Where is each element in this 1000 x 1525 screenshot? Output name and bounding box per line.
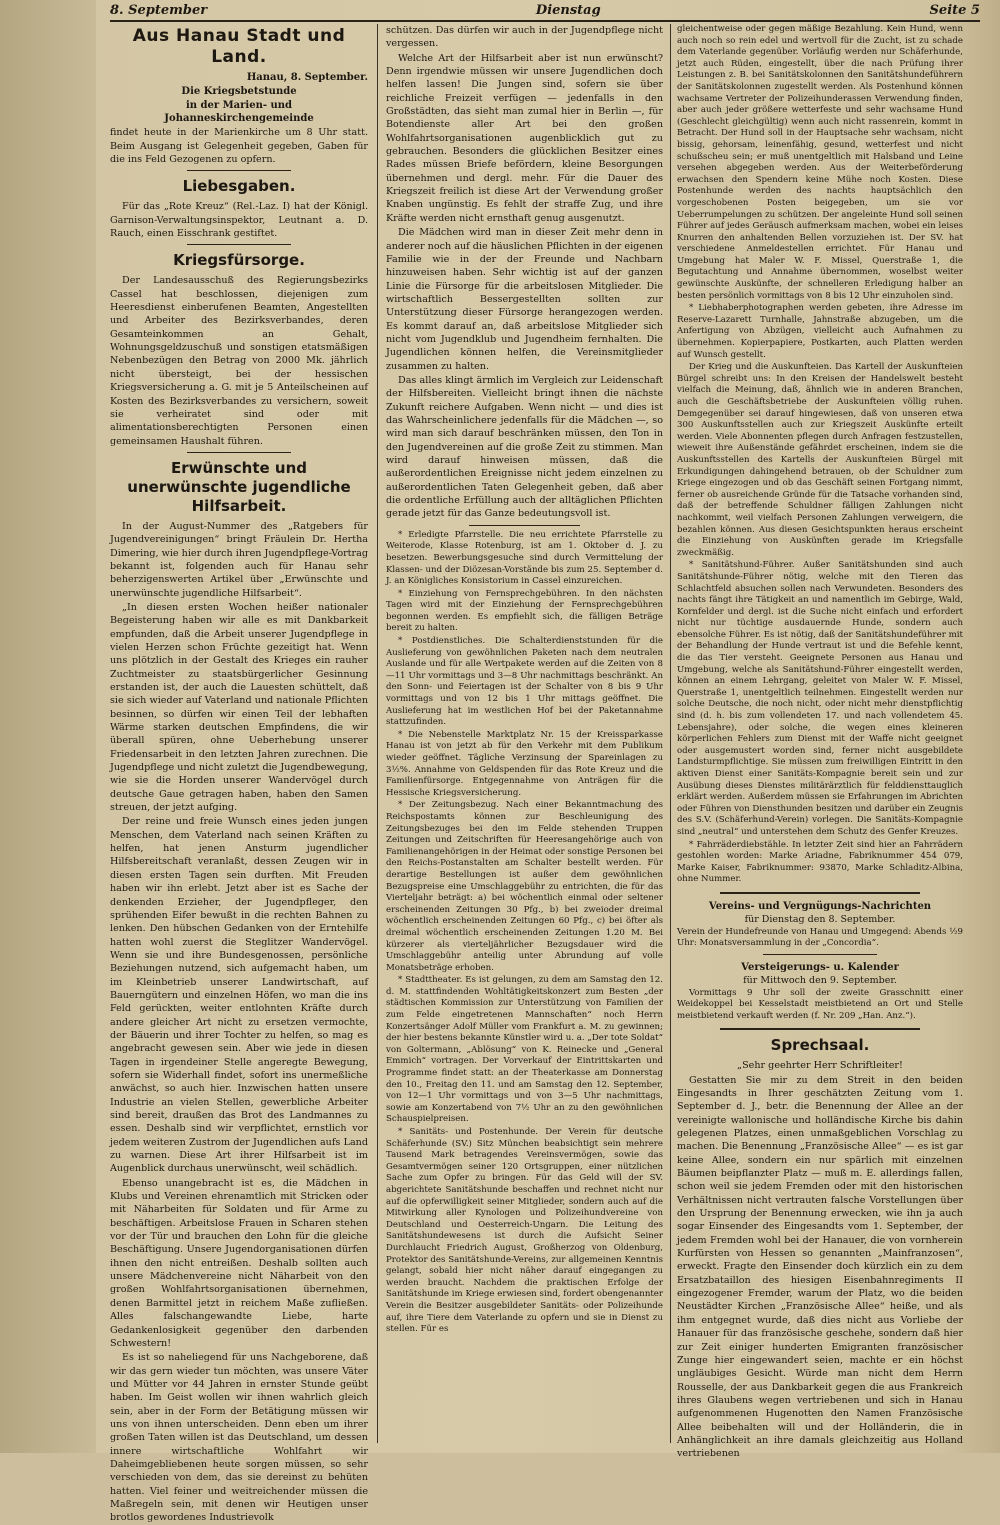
article-text: findet heute in der Marienkirche um 8 Uhr statt. Beim Ausgang ist Gelegenheit gegeben, Gaben für die ins Feld Gezogenen zu opfern. bbox=[110, 127, 368, 166]
article-title-liebesgaben: Liebesgaben. bbox=[182, 177, 296, 196]
article-text: Es ist so naheliegend für uns Nachgeborene, daß wir das gern wieder tun möchten, was unsere Väter und Mütter vor 44 Jahren in ernster Stunde geübt haben. Im Geist wollen wir ihnen wahrlich gleich sein, aber in der Form der Betätigung müssen wir uns von ihnen unterscheiden. Denn eben um ihrer großen Taten willen ist das Deutschland, um dessen innere wirtschaftliche Wohlfahrt wir Daheimgebliebenen heute sorgen müssen, so sehr verschieden von dem, das sie dereinst zu behüten hatten. Viel feiner und weitreichender müssen die Maßregeln sein, mit denen wir Heutigen unser brotlos gewordenes Industrievolk bbox=[110, 1352, 368, 1524]
column-2 bbox=[386, 24, 663, 1443]
news-item: * Fahrräderdiebstähle. In letzter Zeit sind hier an Fahrrädern gestohlen worden: Marke Ariadne, Fabriknummer 454 079, Marke Kaiser, Fabriknummer: 93870, Marke Schladitz-Albina, ohne Nummer. bbox=[677, 839, 963, 885]
news-item: * Der Zeitungsbezug. Nach einer Bekanntmachung des Reichspostamts können zur Beschleunigung des Zeitungsbezuges bei den im Felde stehenden Truppen Zeitungen und Zeitschriften für Heeresangehörige auch von Familienangehörigen in der Heimat oder sonstige Personen bei den Reichs-Postanstalten am Schalter bestellt werden. Für derartige Bestellungen ist außer dem gewöhnlichen Bezugspreise eine Umschlaggebühr zu entrichten, die für das Vierteljahr beträgt: a) bei wöchentlich einmal oder seltener erscheinenden Zeitungen 30 Pfg., b) bei zweioder dreimal wöchentlich erscheinenden Zeitungen 60 Pfg., c) bei öfter als dreimal wöchentlich erscheinenden Zeitungen 1.20 M. Bei kürzerer als vierteljährlicher Bezugsdauer wird die Umschlaggebühr anteilig unter Abrundung auf volle Monatsbeträge erhoben. bbox=[386, 800, 663, 973]
divider bbox=[187, 244, 290, 245]
news-item: * Sanitätshund-Führer. Außer Sanitätshunden sind auch Sanitätshunde-Führer nötig, welche mit den Tieren das Schlachtfeld absuchen sollen nach Verwundeten. Besonders des nachts fängt ihre Tätigkeit an und namentlich im Gebirge, Wald, Kornfelder und dergl. ist die Suche nicht einfach und erfordert nicht nur tüchtige ausdauernde Hunde, sondern auch ebensolche Führer. Es ist nötig, daß der Sanitätshundeführer mit der Behandlung der Hunde vertraut ist und die Befehle kennt, die das Tier versteht. Geeignete Personen aus Hanau und Umgebung, welche als Sanitätshund-Führer eingestellt werden, können an einem Lehrgang, geleitet von Maler W. F. Missel, Querstraße 1, unentgeltlich teilnehmen. Eingestellt werden nur solche Deutsche, die noch nicht, oder nicht mehr dienstpflichtig sind (d. h. bis zum vollendeten 17. und nach vollendetem 45. Lebensjahre), oder solche, die wegen eines kleineren körperlichen Fehlers zum Dienst mit der Waffe nicht geeignet oder ausgemustert worden sind, ferner nicht ausgebildete Landsturmpflichtige. Sie müssen zum freiwilligen Eintritt in den aktiven Dienst einer Sanitäts-Kompagnie bereit sein und zur Ausübung dieses Dienstes militärärztlich für felddiensttauglich erklärt werden. Außerdem müssen sie Erfahrungen im Abrichten oder Führen von Diensthunden besitzen und darüber ein Zeugnis des S.V. (Schäferhund-Verein) vorlegen. Die Sanitäts-Kompagnie sind „neutral“ und unterstehen dem Schutz des Genfer Kreuzes. bbox=[677, 560, 963, 837]
column-3 bbox=[677, 24, 963, 1460]
column-1 bbox=[110, 24, 368, 1524]
news-item: * Postdienstliches. Die Schalterdienststunden für die Auslieferung von gewöhnlichen Paketen nach dem neutralen Auslande und für alle Wertpakete werden auf die Zeiten von 8—11 Uhr vormittags und 3—8 Uhr nachmittags beschränkt. An den Sonn- und Feiertagen ist der Schalter von 8 bis 9 Uhr vormittags und von 12 bis 1 Uhr mittags geöffnet. Die Auslieferung hat im westlichen Hof bei der Paketannahme stattzufinden. bbox=[386, 636, 663, 728]
verein-text: Verein der Hundefreunde von Hanau und Umgegend: Abends ½9 Uhr: Monatsversammlung in der „Concordia“. bbox=[677, 926, 963, 949]
column-rule bbox=[670, 24, 671, 1443]
article-text: In der August-Nummer des „Ratgebers für Jugendvereinigungen“ bringt Fräulein Dr. Hertha Dimering, wie hier durch ihren Jugendpflege-Vortrag bekannt ist, folgenden auch für Hanau sehr beherzigenswerten Artikel über „Erwünschte und unerwünschte jugendliche Hilfsarbeit“. bbox=[110, 520, 368, 599]
article-title-kriegsfuersorge: Kriegsfürsorge. bbox=[173, 251, 305, 270]
article-text: schützen. Das dürfen wir auch in der Jugendpflege nicht vergessen. bbox=[386, 25, 663, 50]
article-title-hilfsarbeit: Erwünschte und unerwünschte jugendliche Hilfsarbeit. bbox=[127, 458, 351, 515]
header-page-number: Seite 5 bbox=[929, 2, 980, 18]
article-text: Das alles klingt ärmlich im Vergleich zur Leidenschaft der Hilfsbereiten. Vielleicht bringt ihnen die nächste Zukunft reichere Aufgaben. Wenn nicht — und dies ist das Wahrscheinlichere jedenfalls für die Mädchen —, so wird man sich darauf beschränken müssen, den Ton in den Jugendvereinen auf die große Zeit zu stimmen. Man wird darauf hinweisen müssen, daß die außerordentlichen Ereignisse nicht jedem einzelnen zu außerordentlichen Taten Gelegenheit geben, daß aber die ordentliche Erfüllung auch der alltäglichen Pflichten gerade jetzt für das Ganze bedeutungsvoll ist. bbox=[386, 374, 663, 520]
divider bbox=[720, 1028, 920, 1030]
sprechsaal-salutation: „Sehr geehrter Herr Schriftleiter! bbox=[737, 1060, 903, 1072]
page-header bbox=[110, 0, 980, 22]
header-day: Dienstag bbox=[535, 2, 601, 18]
news-item: * Die Nebenstelle Marktplatz Nr. 15 der Kreissparkasse Hanau ist von jetzt ab für den Verkehr mit dem Publikum wieder geöffnet. Tägliche Verzinsung der Spareinlagen zu 3½%. Annahme von Geldspenden für das Rote Kreuz und die Familienfürsorge. Entgegennahme von Anträgen für die Hessische Kriegsversicherung. bbox=[386, 729, 663, 798]
section-title: Aus Hanau Stadt und Land. bbox=[132, 26, 346, 67]
versteigerung-text: Vormittags 9 Uhr soll der zweite Grasschnitt einer Weidekoppel bei Kesselstadt meistbietend an Ort und Stelle meistbietend verkauft werden (f. Nr. 209 „Han. Anz.“). bbox=[677, 987, 963, 1021]
header-date: 8. September bbox=[110, 2, 208, 18]
article-text: Der reine und freie Wunsch eines jeden jungen Menschen, dem Vaterland nach seinen Kräften zu helfen, hat jenen Ansturm jugendlicher Hilfsbereitschaft veranlaßt, dessen Zeugen wir in diesen ersten Tagen sein durften. Mit Freuden haben wir ihn erlebt. Jetzt aber ist es Sache der denkenden Erzieher, der Jugendpfleger, den sprühenden Eifer bewußt in die rechten Bahnen zu lenken. Den hübschen Gedanken von der Erntehilfe hatten wohl zuerst die Steglitzer Wandervögel. Wenn sie und ihre Bundesgenossen, persönliche Beziehungen nutzend, sich aufgemacht haben, um im Kleinbetrieb unserer Landwirtschaft, auf Bauerngütern und einzelnen Höfen, wo man die ins Feld gerückten, weiter entlohnten Kräfte durch andere gleicher Art nicht zu ersetzen vermochte, der Bäuerin und ihrer Tochter zu helfen, so mag es angebracht gewesen sein. Aber wie jede in diesen Tagen in irgendeiner Stelle angeregte Bewegung, sofern sie Widerhall findet, sofort ins unermeßliche anwächst, so auch hier. Inzwischen hatten unsere Industrie an vielen Stellen, gewerbliche Arbeiter sind bereit, draußen das Brot des Landmannes zu essen. Deshalb sind wir verpflichtet, ernstlich vor jedem weiteren Zustrom der Jugendlichen aufs Land zu warnen. Diese Art ihrer Hilfsarbeit ist im Augenblick durchaus unerwünscht, weil schädlich. bbox=[110, 816, 368, 1175]
article-text: gleichentweise oder gegen mäßige Bezahlung. Kein Hund, wenn auch noch so rein edel und wertvoll für die Zucht, ist zu schade dem Vaterlande gegenüber. Vorläufig werden nur Schäferhunde, jetzt auch Rüden, eingestellt, über die nach Prüfung ihrer Leistungen z. B. bei Sanitätskolonnen den Sanitätshundeführern der Sanitätskolonnen zugestellt werden. Als Postenhund können wachsame Vertreter der Polizeihunderassen Verwendung finden, aber auch jeder größere wetterfeste und sehr wachsame Hund (Geschlecht gleichgültig) wenn auch nicht rassenrein, kommt in Betracht. Der Hund soll in der Hauptsache sehr wachsam, nicht bissig, gehorsam, leinenfähig, gesund, wetterfest und nicht schußscheu sein; er muß unentgeltlich mit Halsband und Leine versehen abgegeben werden. Aus der Weiterbeförderung erwachsen den Spendern keine Mühe noch Kosten. Diese Postenhunde werden des nachts hauptsächlich den vorgeschobenen Posten beigegeben, um sie vor Ueberrumpelungen zu schützen. Der angeleinte Hund soll seinen Führer auf jedes Geräusch aufmerksam machen, wobei ein leises Knurren den anhaltenden Bellen vorzuziehen ist. Der SV. hat verschiedene Anmeldestellen errichtet. Für Hanau und Umgebung hat Maler W. F. Missel, Querstraße 1, die Begutachtung und Annahme übernommen, woselbst weiter gewünschte Auskünfte, der schnelleren Erledigung halber an besten persönlich vormittags von 8 bis 12 Uhr einzuholen sind. bbox=[677, 24, 963, 301]
verein-subtitle: für Dienstag den 8. September. bbox=[744, 914, 896, 926]
news-item: * Sanitäts- und Postenhunde. Der Verein für deutsche Schäferhunde (SV.) Sitz München beabsichtigt sein mehrere Tausend Mark betragendes Vereinsvermögen, sowie das Gesamtvermögen seiner 120 Ortsgruppen, einer nützlichen Sache zum Opfer zu bringen. Für das Geld will der SV. abgerichtete Sanitätshunde beschaffen und rechnet nicht nur auf die opferwilligkeit seiner Mitglieder, sondern auch auf die Mitwirkung aller Kynologen und Polizeihundvereine von Deutschland und Oesterreich-Ungarn. Die Leitung des Sanitätshundewesens ist durch die Aufsicht Seiner Durchlaucht Friedrich August, Großherzog von Oldenburg, Protektor des Sanitätshunde-Vereins, zur allgemeinen Kenntnis gelangt, sobald hier nicht näher darauf eingegangen zu werden braucht. Nachdem die praktischen Erfolge der Sanitätshunde im Kriege erwiesen sind, fordert obengenannter Verein die Besitzer ausgebildeter Sanitäts- oder Polizeihunde auf, ihre Tiere dem Vaterlande zu opfern und sie in Dienst zu stellen. Für es bbox=[386, 1127, 663, 1335]
dateline: Hanau, 8. September. bbox=[246, 72, 368, 83]
sprechsaal-text: Gestatten Sie mir zu dem Streit in den beiden Eingesandts in Ihrer geschätzten Zeitung vom 1. September d. J., betr. die Benennung der Allee an der vereinigte wallonische und holländische Kirche bis dahin gelegenen Platzes, einen unmaßgeblichen Vorschlag zu machen. Die Benennung „Französische Allee“ — es ist gar keine Allee, sondern ein nur spärlich mit einzelnen Bäumen beipflanzter Platz — muß m. E. allerdings fallen, schon weil sie jedem Fremden oder mit den historischen Verhältnissen nicht vertrauten falsche Vorstellungen über den Ursprung der Benennung erwecken, wie ihn ja auch sogar Einsender des Eingesandts vom 1. September, der jedem Fremden wohl bei der Hanauer, die von vornherein Kurfürsten von Hessen so genannten „Mainfranzosen“, erweckt. Fragte den Einsender doch kürzlich ein zu dem Ersatzbataillon des hiesigen Eisenbahnregiments II eingezogener Fremder, warum der Platz, wo die beiden Neustädter Kirchen „Französische Allee“ heiße, und als ihm entgegnet wurde, daß dies nicht aus Vorliebe der Hanauer für das französische geschehe, sondern daß hier zur Zeit einiger hunderten Emigranten französischer Zunge hier eingewandert seien, machte er ein höchst ungläubiges Gesicht. Würde man nicht dem Herrn Rousselle, der aus Dankbarkeit gegen die aus Frankreich ihres Glaubens wegen vertriebenen und sich in Hanau aufgenommenen Hugenotten den Namen Französische Allee beibehalten will und der Holländerin, die in Anhänglichkeit an ihre damals gleichzeitig aus Holland vertriebenen bbox=[677, 1074, 963, 1460]
news-item: * Einziehung von Fernsprechgebühren. In den nächsten Tagen wird mit der Einziehung der Fernsprechgebühren begonnen werden. Es empfiehlt sich, die fälligen Beträge bereit zu halten. bbox=[386, 588, 663, 634]
article-text: „In diesen ersten Wochen heißer nationaler Begeisterung haben wir alle es mit Dankbarkeit empfunden, daß die Arbeit unserer Jugendpflege in vielen Herzen schon Früchte gezeitigt hat. Wenn uns plötzlich in der Gestalt des Krieges ein rauher Zuchtmeister zu staatsbürgerlicher Gesinnung erstanden ist, der auch die Lauesten schüttelt, daß sie sich wieder auf Vaterland und nationale Pflichten besinnen, so dürfen wir einen Teil der lebhaften Wärme starken deutschen Empfindens, die wir überall spüren, ohne Ueberhebung unserer Friedensarbeit in den letzten Jahren zurechnen. Die Jugendpflege und nicht zuletzt die Jugendbewegung, wie sie die Horden unserer Wandervögel durch deutsche Gaue getragen haben, haben den Samen streuen, der jetzt aufging. bbox=[110, 601, 368, 814]
versteigerung-title: Versteigerungs- u. Kalender bbox=[741, 961, 899, 973]
article-text: Für das „Rote Kreuz“ (Rel.-Laz. I) hat der Königl. Garnison-Verwaltungsinspektor, Leutnant a. D. Rauch, einen Eisschrank gestiftet. bbox=[110, 201, 368, 240]
news-item: * Erledigte Pfarrstelle. Die neu errichtete Pfarrstelle zu Weiterode, Klasse Rotenburg, ist am 1. Oktober d. J. zu besetzen. Bewerbungsgesuche sind durch Vermittelung der Klassen- und der Diözesan-Vorstände bis zum 25. September d. J. an Königliches Konsistorium in Cassel einzureichen. bbox=[386, 529, 663, 587]
news-item: * Liebhaberphotographen werden gebeten, ihre Adresse im Reserve-Lazarett Turnhalle, Jahnstraße abzugeben, um die Anfertigung von Abzügen, vielleicht auch Aufnahmen zu übernehmen. Kopierpapiere, Postkarten, auch Platten werden auf Wunsch gestellt. bbox=[677, 303, 963, 360]
divider bbox=[763, 954, 877, 955]
article-text: Die Mädchen wird man in dieser Zeit mehr denn in anderer noch auf die häuslichen Pflichten in der eigenen Familie wie in der der Freunde und Nachbarn hinzuweisen haben. Sehr wichtig ist auf der ganzen Linie die Fürsorge für die arbeitslosen Mitglieder. Die wirtschaftlich Bessergestellten sollten zur Unterstützung dieser Fürsorge herangezogen werden. Es kommt darauf an, daß arbeitslose Mitglieder sich nicht vom Jugendklub und Jugendheim fernhalten. Die Jugendlichen können helfen, die Vereinsmitglieder zusammen zu halten. bbox=[386, 227, 663, 372]
page-margin-shadow bbox=[0, 0, 96, 1453]
article-title-kriegsbetstunde: Die Kriegsbetstunde bbox=[181, 86, 297, 98]
divider bbox=[187, 170, 290, 171]
article-subtitle-kriegsbetstunde: in der Marien- und Johanneskirchengemeinde bbox=[164, 100, 314, 125]
divider bbox=[187, 452, 290, 453]
article-text: Der Landesausschuß des Regierungsbezirks Cassel hat beschlossen, diejenigen zum Heeresdienst einberufenen Beamten, Angestellten und Arbeiter des Bezirksverbandes, deren Gesamteinkommen an Gehalt, Wohnungsgeldzuschuß und sonstigen etatsmäßigen Nebenbezügen den Betrag von 2000 Mk. jährlich nicht übersteigt, bei der hessischen Kriegsversicherung a. G. mit je 5 Anteilscheinen auf Kosten des Bezirksverbandes zu versichern, soweit sie verheiratet sind oder mit alimentationsberechtigten Personen einen gemeinsamen Haushalt führen. bbox=[110, 275, 368, 447]
article-text: Ebenso unangebracht ist es, die Mädchen in Klubs und Vereinen ehrenamtlich mit Stricken oder mit Näharbeiten für Soldaten und für Arme zu beschäftigen. Arbeitslose Frauen in Scharen stehen vor der Tür und brauchen den Lohn für die gleiche Beschäftigung. Unsere Jugendorganisationen dürfen ihnen den nicht entreißen. Deshalb sollten auch unsere Mädchenvereine nicht Näharbeit von den großen Wohlfahrtsorganisationen übernehmen, denen Barmittel jetzt in reichem Maße zufließen. Alles falschangewandte Liebe, harte Gedankenlosigkeit gegenüber den darbenden Schwestern! bbox=[110, 1177, 368, 1349]
divider bbox=[469, 525, 580, 526]
article-text: Welche Art der Hilfsarbeit aber ist nun erwünscht? Denn irgendwie müssen wir unsere Jugendlichen doch helfen lassen! Die Jungen sind, sofern sie über reichliche Freizeit verfügen — jedenfalls in den Großstädten, das sieht man zumal hier in Berlin —, für Botendienste aller Art bei den großen Wohlfahrtsorganisationen augenblicklich gut zu gebrauchen. Besonders die glücklichen Besitzer eines Rades müssen Briefe befördern, kleine Besorgungen übernehmen und dergl. mehr. Für die Dauer des Kriegszeit freilich ist diese Art der Verwendung großer Knaben ungünstig. Es fehlt der straffe Zug, und ihre Kräfte werden nicht ernsthaft genug ausgenutzt. bbox=[386, 52, 663, 224]
versteigerung-subtitle: für Mittwoch den 9. September. bbox=[743, 975, 897, 987]
news-item: Der Krieg und die Auskunfteien. Das Kartell der Auskunfteien Bürgel schreibt uns: In den Kreisen der Handelswelt besteht vielfach die Meinung, daß, ähnlich wie in anderen Branchen, auch die Geschäftsbetriebe der Auskunfteien völlig ruhen. Demgegenüber sei darauf hingewiesen, daß von unseren etwa 300 Auskunftsstellen auch zur Kriegszeit Auskünfte erteilt werden. Viele Abonnenten pflegen durch Anfragen festzustellen, wieweit ihre Außenstände gefährdet erscheinen, indem sie die Auskunftsstellen des Kartells der Auskunfteien Bürgel mit Erkundigungen dahingehend betrauen, ob der Schuldner zum Kriege eingezogen und ob das Geschäft seinen Fortgang nimmt, ferner ob ausreichende Gründe für die Tatsache vorhanden sind, daß der betreffende Schuldner fälligen Zahlungen nicht nachkommt, weil vielfach Personen Zahlungen verweigern, die bezahlen können. Aus diesen Gesichtspunkten heraus erscheint die Einziehung von Auskünften gerade im Kriegsfalle zweckmäßig. bbox=[677, 362, 963, 558]
divider bbox=[720, 892, 920, 894]
column-rule bbox=[377, 24, 378, 1443]
sprechsaal-title: Sprechsaal. bbox=[770, 1036, 870, 1055]
verein-title: Vereins- und Vergnügungs-Nachrichten bbox=[708, 900, 932, 912]
news-item: * Stadttheater. Es ist gelungen, zu dem am Samstag den 12. d. M. stattfindenden Wohltätigkeitskonzert zum Besten „der städtischen Kommission zur Unterstützung von Familien der zum Felde eingetretenen Mannschaften“ noch Herrn Konzertsänger Adolf Müller vom Frankfurt a. M. zu gewinnen; der hier bestens bekannte Künstler wird u. a. „Der tote Soldat“ von Goltermann, „Ablösung“ von K. Reinecke und „General Emmich“ vortragen. Der Vorverkauf der Eintrittskarten und Programme findet statt: an der Theaterkasse am Donnerstag den 10., Freitag den 11. und am Samstag den 12. September, von 12—1 Uhr vormittags und von 3—5 Uhr nachmittags, sowie am Konzertabend von 7½ Uhr an zu den gewöhnlichen Schauspielpreisen. bbox=[386, 975, 663, 1125]
